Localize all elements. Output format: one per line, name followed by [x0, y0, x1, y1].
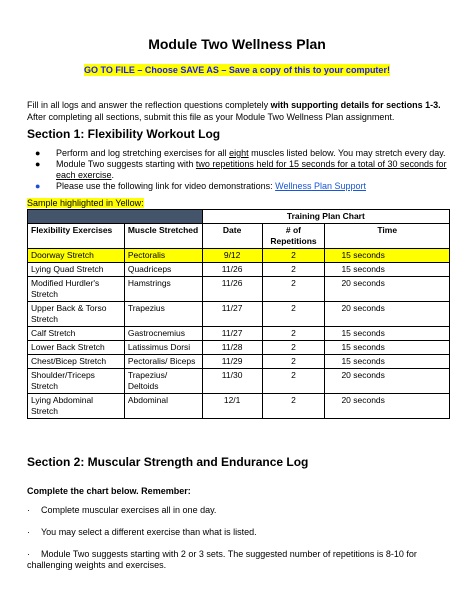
- cell-reps[interactable]: 2: [262, 327, 325, 341]
- cell-time[interactable]: 15 seconds: [325, 355, 450, 369]
- sample-label-text: Sample highlighted in Yellow:: [27, 198, 144, 208]
- bullet-underlined: eight: [229, 148, 249, 158]
- bullet-text: Perform and log stretching exercises for all: [56, 148, 230, 158]
- intro-text-start: Fill in all logs and answer the reflection questions completely: [27, 100, 271, 110]
- header-muscle: Muscle Stretched: [124, 224, 202, 249]
- section2-instruction: Complete the chart below. Remember:: [27, 486, 191, 496]
- banner-text: GO TO FILE – Choose SAVE AS – Save a copy of this to your computer!: [84, 65, 390, 75]
- cell-reps[interactable]: 2: [262, 341, 325, 355]
- table-row: [28, 394, 450, 419]
- cell-muscle[interactable]: Latissimus Dorsi: [124, 341, 202, 355]
- header-exercise: Flexibility Exercises: [28, 224, 125, 249]
- list-marker: ·: [27, 549, 30, 559]
- cell-time[interactable]: 15 seconds: [325, 341, 450, 355]
- table-row: [28, 263, 450, 277]
- list-item-text: You may select a different exercise than what is listed.: [41, 527, 257, 537]
- bullet-text: .: [111, 170, 115, 180]
- cell-muscle[interactable]: Gastrocnemius: [124, 327, 202, 341]
- chart-title-cell: Training Plan Chart: [202, 210, 449, 224]
- bullet-text: Module Two suggests starting with: [56, 159, 196, 169]
- flexibility-log-table: [27, 209, 450, 419]
- cell-exercise[interactable]: Lying Quad Stretch: [28, 263, 125, 277]
- table-dark-header-cell: [28, 210, 203, 224]
- cell-muscle[interactable]: Hamstrings: [124, 277, 202, 302]
- section2-heading: Section 2: Muscular Strength and Endurance Log: [27, 455, 309, 469]
- table-row: [28, 327, 450, 341]
- cell-date[interactable]: 11/30: [202, 369, 262, 394]
- cell-exercise[interactable]: Shoulder/Triceps Stretch: [28, 369, 125, 394]
- cell-date[interactable]: 12/1: [202, 394, 262, 419]
- header-time: Time: [325, 224, 450, 249]
- table-row: [28, 355, 450, 369]
- list-marker: ·: [27, 527, 30, 537]
- cell-muscle[interactable]: Pectoralis: [124, 249, 202, 263]
- cell-time[interactable]: 20 seconds: [325, 277, 450, 302]
- cell-reps[interactable]: 2: [262, 249, 325, 263]
- cell-time[interactable]: 15 seconds: [325, 249, 450, 263]
- section1-bullet-list: [27, 148, 452, 192]
- cell-exercise[interactable]: Lying Abdominal Stretch: [28, 394, 125, 419]
- cell-reps[interactable]: 2: [262, 369, 325, 394]
- bullet-item: [27, 148, 452, 159]
- table-row: [28, 369, 450, 394]
- table-title-row: [28, 210, 450, 224]
- table-row: [28, 277, 450, 302]
- cell-date[interactable]: 9/12: [202, 249, 262, 263]
- intro-text-end: After completing all sections, submit this file as your Module Two Wellness Plan assignment.: [27, 112, 395, 122]
- intro-text-bold: with supporting details for sections 1-3.: [270, 100, 441, 110]
- cell-exercise[interactable]: Chest/Bicep Stretch: [28, 355, 125, 369]
- list-item-text: Complete muscular exercises all in one day.: [41, 505, 217, 515]
- section2-list-item: [27, 505, 452, 516]
- bullet-icon: ●: [35, 181, 41, 191]
- section2-list-item: [27, 549, 452, 571]
- cell-time[interactable]: 20 seconds: [325, 369, 450, 394]
- cell-date[interactable]: 11/26: [202, 277, 262, 302]
- wellness-plan-support-link[interactable]: Wellness Plan Support: [275, 181, 367, 191]
- cell-reps[interactable]: 2: [262, 355, 325, 369]
- cell-exercise[interactable]: Calf Stretch: [28, 327, 125, 341]
- section2-list-item: [27, 527, 452, 538]
- table-row: [28, 302, 450, 327]
- table-row: [28, 249, 450, 263]
- cell-date[interactable]: 11/28: [202, 341, 262, 355]
- cell-reps[interactable]: 2: [262, 394, 325, 419]
- cell-time[interactable]: 20 seconds: [325, 394, 450, 419]
- bullet-item: [27, 181, 452, 192]
- save-instructions-banner: [0, 60, 474, 78]
- sample-label: [27, 198, 144, 208]
- cell-date[interactable]: 11/27: [202, 327, 262, 341]
- header-reps: # of Repetitions: [262, 224, 325, 249]
- bullet-text: Please use the following link for video demonstrations:: [56, 181, 276, 191]
- cell-date[interactable]: 11/26: [202, 263, 262, 277]
- header-date: Date: [202, 224, 262, 249]
- cell-muscle[interactable]: Pectoralis/ Biceps: [124, 355, 202, 369]
- cell-exercise[interactable]: Doorway Stretch: [28, 249, 125, 263]
- table-row: [28, 341, 450, 355]
- document-title: Module Two Wellness Plan: [148, 36, 326, 52]
- cell-time[interactable]: 20 seconds: [325, 302, 450, 327]
- cell-time[interactable]: 15 seconds: [325, 327, 450, 341]
- cell-time[interactable]: 15 seconds: [325, 263, 450, 277]
- bullet-item: [27, 159, 452, 181]
- cell-exercise[interactable]: Lower Back Stretch: [28, 341, 125, 355]
- intro-paragraph: [27, 99, 452, 123]
- list-marker: ·: [27, 505, 30, 515]
- cell-date[interactable]: 11/27: [202, 302, 262, 327]
- cell-reps[interactable]: 2: [262, 277, 325, 302]
- table-header-row: [28, 224, 450, 249]
- bullet-icon: ●: [35, 148, 41, 158]
- cell-exercise[interactable]: Modified Hurdler's Stretch: [28, 277, 125, 302]
- section1-heading: Section 1: Flexibility Workout Log: [27, 127, 221, 141]
- cell-date[interactable]: 11/29: [202, 355, 262, 369]
- cell-muscle[interactable]: Abdominal: [124, 394, 202, 419]
- bullet-underlined: two repetitions held for 15 seconds for a total of 30 seconds for each exercise: [56, 159, 447, 180]
- cell-muscle[interactable]: Trapezius/ Deltoids: [124, 369, 202, 394]
- cell-muscle[interactable]: Quadriceps: [124, 263, 202, 277]
- cell-reps[interactable]: 2: [262, 302, 325, 327]
- bullet-icon: ●: [35, 159, 41, 169]
- list-item-text: Module Two suggests starting with 2 or 3 sets. The suggested number of repetitions is 8-10 for challenging weights and exercises.: [27, 549, 417, 570]
- cell-exercise[interactable]: Upper Back & Torso Stretch: [28, 302, 125, 327]
- bullet-text: muscles listed below. You may stretch every day.: [248, 148, 446, 158]
- cell-muscle[interactable]: Trapezius: [124, 302, 202, 327]
- cell-reps[interactable]: 2: [262, 263, 325, 277]
